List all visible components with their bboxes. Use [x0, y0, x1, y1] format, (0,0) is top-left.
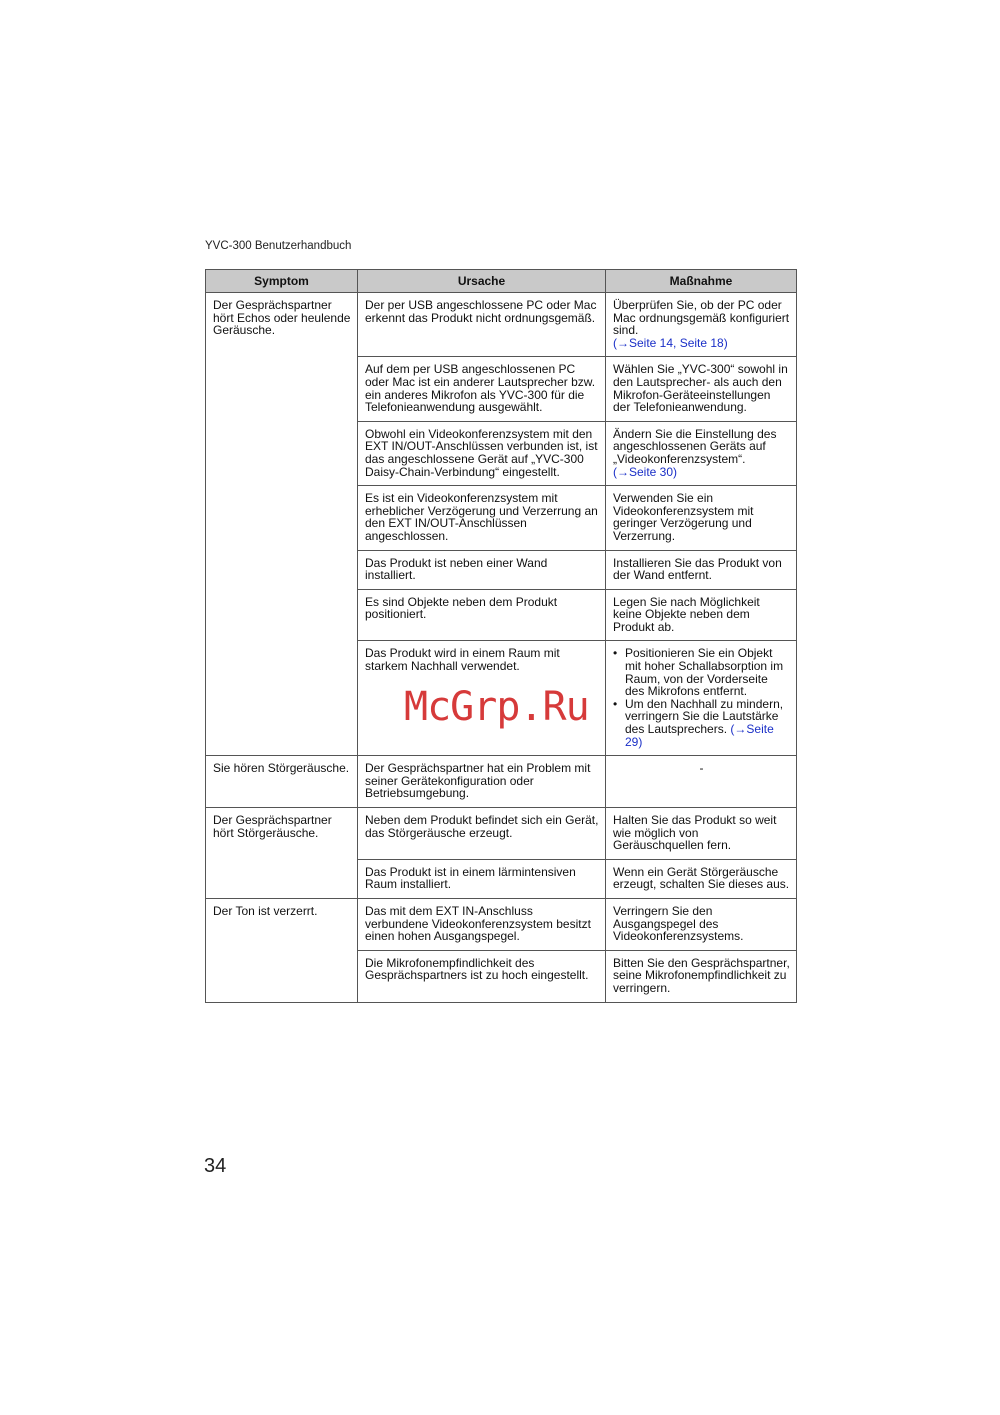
table-header-row — [206, 270, 797, 293]
action-cell — [606, 293, 797, 357]
action-cell: Verwenden Sie ein Videokonferenzsystem mit geringer Verzögerung und Verzerrung. — [606, 486, 797, 550]
action-cell: Bitten Sie den Gesprächspartner, seine Mikrofonempfindlichkeit zu verringern. — [606, 950, 797, 1002]
list-item — [613, 698, 790, 748]
running-header: YVC-300 Benutzerhandbuch — [205, 240, 352, 252]
list-item — [613, 647, 790, 697]
action-cell: Halten Sie das Produkt so weit wie möglich von Geräuschquellen fern. — [606, 808, 797, 860]
action-bullet-list — [613, 647, 790, 748]
page-reference-link[interactable]: (→Seite 14, Seite 18) — [613, 335, 728, 350]
watermark: McGrp.Ru — [404, 684, 589, 730]
cause-cell: Das Produkt wird in einem Raum mit starkem Nachhall verwendet. — [358, 641, 606, 756]
cause-cell: Es ist ein Videokonferenzsystem mit erheblicher Verzögerung und Verzerrung an den EXT IN/OUT-Anschlüssen angeschlossen. — [358, 486, 606, 550]
action-cell: Installieren Sie das Produkt von der Wand entfernt. — [606, 550, 797, 589]
cause-cell: Auf dem per USB angeschlossenen PC oder Mac ist ein anderer Lautsprecher bzw. ein anderes Mikrofon als YVC-300 für die Telefonieanwendung ausgewählt. — [358, 357, 606, 421]
symptom-cell: Der Ton ist verzerrt. — [206, 898, 358, 1002]
column-header-cause: Ursache — [358, 270, 606, 293]
bullet-text: Positionieren Sie ein Objekt mit hoher Schallabsorption im Raum, von der Vorderseite des Mikrofons entfernt. — [625, 646, 784, 699]
action-cell: - — [606, 756, 797, 808]
action-cell: Wenn ein Gerät Störgeräusche erzeugt, schalten Sie dieses aus. — [606, 859, 797, 898]
column-header-action: Maßnahme — [606, 270, 797, 293]
cause-cell: Das mit dem EXT IN-Anschluss verbundene Videokonferenzsystem besitzt einen hohen Ausgangspegel. — [358, 898, 606, 950]
page-reference-link[interactable]: (→Seite 29) — [625, 722, 774, 749]
symptom-cell: Sie hören Störgeräusche. — [206, 756, 358, 808]
page-reference-link[interactable]: (→Seite 30) — [613, 464, 678, 479]
column-header-symptom: Symptom — [206, 270, 358, 293]
cause-cell: Es sind Objekte neben dem Produkt positioniert. — [358, 589, 606, 641]
action-cell: Wählen Sie „YVC-300“ sowohl in den Lautsprecher- als auch den Mikrofon-Geräteeinstellungen der Telefonieanwendung. — [606, 357, 797, 421]
cause-cell: Obwohl ein Videokonferenzsystem mit den EXT IN/OUT-Anschlüssen verbunden ist, ist das angeschlossene Gerät auf „YVC-300 Daisy-Chain-Verbindung“ eingestellt. — [358, 421, 606, 485]
troubleshooting-table — [205, 269, 797, 1003]
action-cell: Legen Sie nach Möglichkeit keine Objekte neben dem Produkt ab. — [606, 589, 797, 641]
symptom-cell: Der Gesprächspartner hört Echos oder heulende Geräusche. — [206, 293, 358, 756]
action-text: Ändern Sie die Einstellung des angeschlossenen Geräts auf „Videokonferenzsystem“. — [613, 426, 777, 466]
action-text: Überprüfen Sie, ob der PC oder Mac ordnungsgemäß konfiguriert sind. — [613, 298, 790, 338]
table-row — [206, 898, 797, 950]
cause-cell: Das Produkt ist neben einer Wand installiert. — [358, 550, 606, 589]
page-number: 34 — [204, 1155, 227, 1177]
cause-cell: Das Produkt ist in einem lärmintensiven Raum installiert. — [358, 859, 606, 898]
symptom-cell: Der Gesprächspartner hört Störgeräusche. — [206, 808, 358, 899]
action-cell — [606, 421, 797, 485]
bullet-text: Um den Nachhall zu mindern, verringern Sie die Lautstärke des Lautsprechers. — [625, 696, 784, 737]
cause-cell: Neben dem Produkt befindet sich ein Gerät, das Störgeräusche erzeugt. — [358, 808, 606, 860]
action-cell — [606, 641, 797, 756]
table-row — [206, 756, 797, 808]
cause-cell: Der Gesprächspartner hat ein Problem mit seiner Gerätekonfiguration oder Betriebsumgebung. — [358, 756, 606, 808]
table-row — [206, 808, 797, 860]
cause-cell: Die Mikrofonempfindlichkeit des Gesprächspartners ist zu hoch eingestellt. — [358, 950, 606, 1002]
cause-cell: Der per USB angeschlossene PC oder Mac erkennt das Produkt nicht ordnungsgemäß. — [358, 293, 606, 357]
table-row — [206, 293, 797, 357]
action-cell: Verringern Sie den Ausgangspegel des Videokonferenzsystems. — [606, 898, 797, 950]
